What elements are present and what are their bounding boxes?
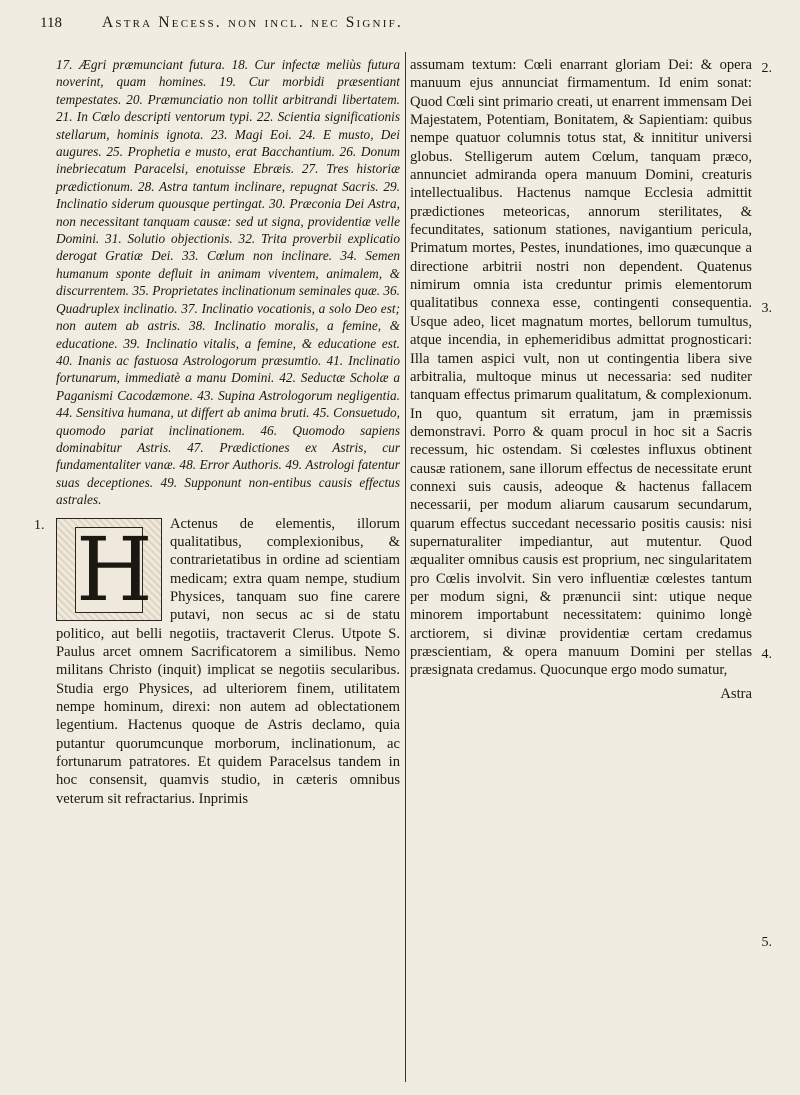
initial-letter: H bbox=[76, 517, 153, 621]
chapter-summary: 17. Ægri præmunciant futura. 18. Cur infectæ meliùs futura noverint, quam homines. 19. Cur morbidi præsentiant tempestates. 20. Præmunciatio non tollit arbitrandi libertatem. 21. In Cœlo descripti ventorum typi. 22. Scientia significationis stellarum, hominis ignota. 23. Magi Eoi. 24. E musto, Dei augures. 25. Prophetia e musto, erat Bacchantium. 26. Donum inebriecatum Paracelsi, enotuisse Ebræis. 27. Tres historiæ prædictionum. 28. Astra tantum inclinare, repugnat Sacris. 29. Inclinatio siderum quousque pertingat. 30. Præconia Dei Astra, non necessitant tanquam causæ: sed ut signa, providentiæ velle Domini. 31. Solutio objectionis. 32. Trita proverbii explicatio derogat Gratiæ Dei. 33. Cœlum non inclinare. 34. Semen humanum sponte defluit in animam viventem, animalem, & discurrentem. 35. Proprietates inclinationum seminales quæ. 36. Quadruplex inclinatio. 37. Inclinatio vocationis, a solo Deo est; non autem ab astris. 38. Inclinatio moralis, a femine, & educatione. 39. Inclinatio vitalis, a femine, & educatione est. 40. Inanis ac fastuosa Astrologorum præsumtio. 41. Inclinatio fortunarum, immediatè a manu Domini. 42. Seductæ Scholæ a Paganismi Cacodæmone. 43. Supina Astrologorum negligentia. 44. Sensitiva humana, ut differt ab anima bruti. 45. Consuetudo, quomodo pariat inclinationem. 46. Quomodo sapiens dominabitur Astris. 47. Prædictiones ex Astris, cur fundamentaliter vanæ. 48. Error Authoris. 49. Astrologi fatentur suas deceptiones. 49. Supponunt non-entibus causis effectus astrales. bbox=[56, 57, 400, 508]
running-title: Astra Necess. non incl. nec Signif. bbox=[102, 14, 403, 31]
page-number: 118 bbox=[40, 15, 62, 31]
margin-number-5: 5. bbox=[761, 935, 772, 950]
margin-number-3: 3. bbox=[761, 301, 772, 316]
column-divider bbox=[405, 52, 406, 1082]
section-number: 1. bbox=[34, 517, 45, 533]
running-head bbox=[40, 14, 760, 40]
catchword: Astra bbox=[720, 686, 752, 703]
right-body-text: assumam textum: Cœli enarrant gloriam Dei: & opera manuum ejus annunciat firmamentum. Id enim sonat: Quod Cœli sint primario creati, ut enarrent immensam Dei Majestatem, Potentiam, Bonitatem, & Sapientiam: quibus nempe quatuor columnis totus stat, & innititur universi globus. Stelligerum autem Cœlum, tanquam præco, annunciet admiranda opera manuum Domini, creaturis intellectualibus. Hactenus namque Ecclesia admittit prædictiones meteoricas, annorum sterilitates, & fecunditates, sationum stationes, navigantium pericula, Primatum mortes, Pestes, inundationes, imo quæcunque a directione arbitrii nostri non dependent. Quatenus nimirum omnia ista creduntur primis elementorum qualitatibus connexa esse, contingenti consequentia. Usque adeo, licet magnatum mortes, bellorum tumultus, atque incendia, in ephemeridibus admittat prognosticari: Illa tamen aspici vult, non ut contingentia libera sive arbitralia, multoque minus ut necessaria: sed nuditer tanquam effectus primarum qualitatum, & complexionum. In quo, quantum sit erratum, jam in præmissis demonstravi. Porro & quam procul in hoc sit a Sacris recessum, hic ostendam. Si cœlestes influxus obtinent causæ rationem, sane illorum effectus de necessitate erunt connexi suis causis, adeoque & hactenus fallacem necessarii, per modum aliarum causarum secundarum, quarum effectus succedant necessario positis causis: nisi supernaturaliter impediantur, aut mutentur. Quod æqualiter omnibus causis est proprium, nec singularitatem pro Cœlis involvit. Sin vero influentiæ cœlestes tantum per modum signi, & prænuncii sint: utique neque minorem importabunt necessitatem: quinimo longè arctiorem, si divinæ providentiæ certam credamus præscientiam, & opera manuum Domini per stellas præsignata credamus. Quocunque ergo modo sumatur, bbox=[410, 57, 752, 679]
margin-number-2: 2. bbox=[761, 61, 772, 76]
right-column bbox=[410, 56, 772, 950]
decorated-initial bbox=[56, 518, 162, 621]
section-1 bbox=[34, 515, 400, 809]
left-column bbox=[34, 56, 400, 808]
catchword-line bbox=[410, 682, 752, 703]
margin-number-4: 4. bbox=[761, 647, 772, 662]
section-body-text: Actenus de elementis, illorum qualitatibus, complexionibus, & contrarietatibus in ordine ad scientiam medicam; extra quam nempe, studium Physices, tanquam suo fine carere putavi, non secus ac si de statu politico, aut belli negotiis, tractaverit Clerus. Utpote S. Paulus arcet omnem Sacrificatorem a similibus. Nemo militans Christo (inquit) implicat se negotiis secularibus. Studia ergo Physices, ad ulteriorem finem, utilitatem nempe hominum, direxi: non autem ad oblectationem legentium. Hactenus quoque de Astris declamo, quia putantur quorumcunque morborum, inclinationum, ac fortunarum patratores. Et quidem Paracelsus tandem in hoc consensit, quamvis studio, in cæteris omnibus veterum sit refractarius. Inprimis bbox=[56, 515, 400, 807]
